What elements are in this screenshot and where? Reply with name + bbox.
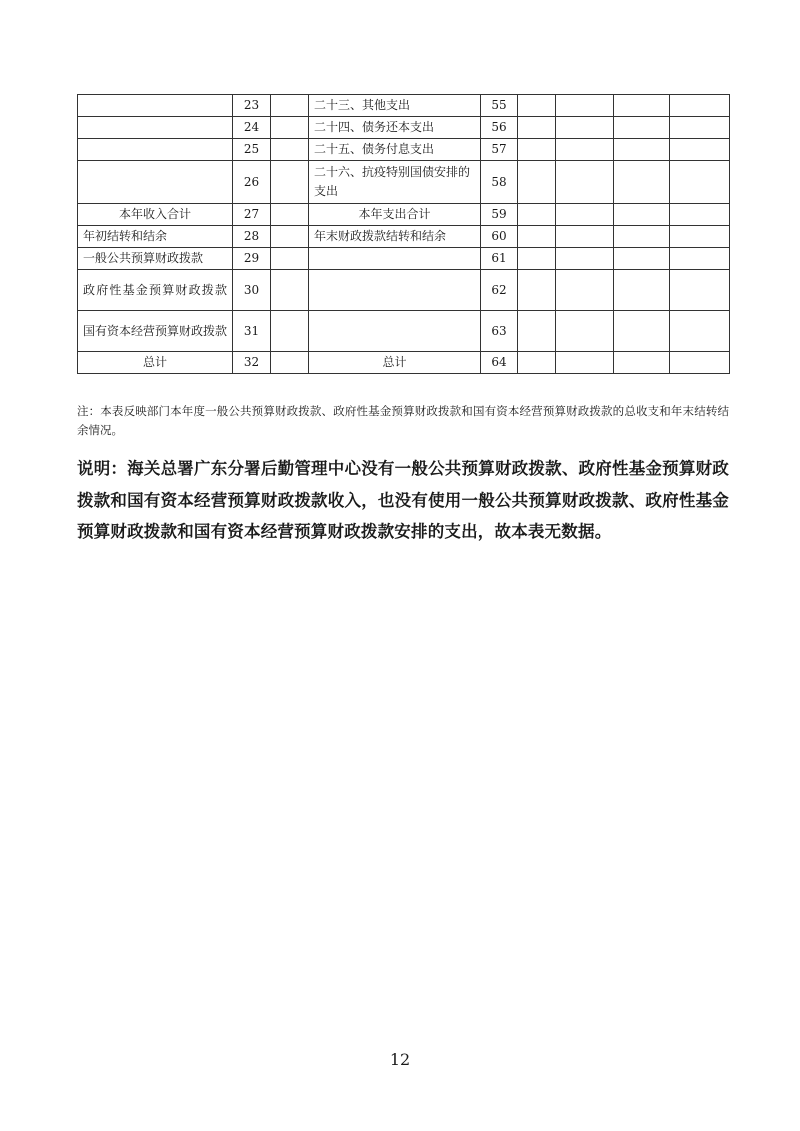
expense-item: 年末财政拨款结转和结余: [309, 226, 481, 248]
table-row: [78, 139, 730, 161]
expense-row-number: 56: [481, 117, 518, 139]
income-amount: [271, 95, 309, 117]
expense-amount-cell: [614, 161, 670, 204]
income-amount: [271, 139, 309, 161]
expense-amount-cell: [518, 270, 556, 311]
table-row: [78, 204, 730, 226]
income-amount: [271, 270, 309, 311]
income-row-number: 31: [233, 311, 271, 352]
expense-item: [309, 270, 481, 311]
table-row: [78, 161, 730, 204]
expense-amount-cell: [556, 95, 614, 117]
income-item: 一般公共预算财政拨款: [78, 248, 233, 270]
expense-amount-cell: [556, 117, 614, 139]
income-total-label: 本年收入合计: [78, 204, 233, 226]
expense-amount-cell: [518, 95, 556, 117]
income-row-number: 28: [233, 226, 271, 248]
expense-amount-cell: [614, 311, 670, 352]
expense-amount-cell: [556, 311, 614, 352]
expense-amount-cell: [670, 161, 730, 204]
income-row-number: 25: [233, 139, 271, 161]
expense-amount-cell: [614, 117, 670, 139]
expense-amount-cell: [614, 95, 670, 117]
expense-amount-cell: [614, 352, 670, 374]
expense-amount-cell: [614, 270, 670, 311]
expense-amount-cell: [670, 311, 730, 352]
income-item: 政府性基金预算财政拨款: [78, 270, 233, 311]
expense-amount-cell: [556, 248, 614, 270]
table-row: [78, 226, 730, 248]
income-row-number: 30: [233, 270, 271, 311]
explanation-paragraph: 说明：海关总署广东分署后勤管理中心没有一般公共预算财政拨款、政府性基金预算财政拨款和国有资本经营预算财政拨款收入，也没有使用一般公共预算财政拨款、政府性基金预算财政拨款和国有资本经营预算财政拨款安排的支出，故本表无数据。: [77, 459, 729, 541]
expense-amount-cell: [556, 270, 614, 311]
income-row-number: 32: [233, 352, 271, 374]
expense-item: 二十六、抗疫特别国债安排的支出: [309, 161, 481, 204]
expense-row-number: 58: [481, 161, 518, 204]
expense-amount-cell: [670, 139, 730, 161]
income-amount: [271, 117, 309, 139]
income-row-number: 29: [233, 248, 271, 270]
expense-amount-cell: [556, 161, 614, 204]
page-number: 12: [389, 1050, 411, 1069]
expense-item: 二十三、其他支出: [309, 95, 481, 117]
expense-row-number: 59: [481, 204, 518, 226]
income-amount: [271, 248, 309, 270]
expense-amount-cell: [670, 352, 730, 374]
expense-amount-cell: [556, 204, 614, 226]
expense-amount-cell: [670, 117, 730, 139]
table-row: [78, 352, 730, 374]
expense-total-label: 本年支出合计: [309, 204, 481, 226]
income-item: [78, 161, 233, 204]
income-item: [78, 139, 233, 161]
income-grand-total-label: 总计: [78, 352, 233, 374]
income-row-number: 23: [233, 95, 271, 117]
expense-amount-cell: [518, 204, 556, 226]
income-row-number: 26: [233, 161, 271, 204]
income-row-number: 27: [233, 204, 271, 226]
income-amount: [271, 311, 309, 352]
expense-amount-cell: [518, 161, 556, 204]
expense-row-number: 60: [481, 226, 518, 248]
budget-table: [77, 94, 730, 374]
expense-amount-cell: [670, 248, 730, 270]
income-item: [78, 95, 233, 117]
expense-amount-cell: [518, 226, 556, 248]
expense-item: [309, 311, 481, 352]
table-row: [78, 117, 730, 139]
expense-amount-cell: [614, 248, 670, 270]
income-item: 年初结转和结余: [78, 226, 233, 248]
expense-amount-cell: [518, 311, 556, 352]
expense-amount-cell: [556, 139, 614, 161]
expense-row-number: 63: [481, 311, 518, 352]
table-row: [78, 270, 730, 311]
expense-amount-cell: [614, 139, 670, 161]
expense-row-number: 55: [481, 95, 518, 117]
table-row: [78, 311, 730, 352]
expense-item: 二十五、债务付息支出: [309, 139, 481, 161]
income-amount: [271, 204, 309, 226]
expense-amount-cell: [670, 270, 730, 311]
table-row: [78, 95, 730, 117]
expense-amount-cell: [518, 139, 556, 161]
expense-amount-cell: [670, 204, 730, 226]
expense-grand-total-label: 总计: [309, 352, 481, 374]
expense-row-number: 64: [481, 352, 518, 374]
expense-amount-cell: [614, 204, 670, 226]
income-amount: [271, 161, 309, 204]
table-row: [78, 248, 730, 270]
income-amount: [271, 352, 309, 374]
expense-item: [309, 248, 481, 270]
expense-row-number: 61: [481, 248, 518, 270]
income-item: 国有资本经营预算财政拨款: [78, 311, 233, 352]
expense-amount-cell: [518, 248, 556, 270]
expense-row-number: 57: [481, 139, 518, 161]
expense-amount-cell: [556, 352, 614, 374]
expense-item: 二十四、债务还本支出: [309, 117, 481, 139]
expense-amount-cell: [556, 226, 614, 248]
income-item: [78, 117, 233, 139]
expense-amount-cell: [518, 352, 556, 374]
expense-amount-cell: [518, 117, 556, 139]
income-amount: [271, 226, 309, 248]
income-row-number: 24: [233, 117, 271, 139]
expense-amount-cell: [670, 226, 730, 248]
expense-amount-cell: [670, 95, 730, 117]
expense-amount-cell: [614, 226, 670, 248]
table-note: 注：本表反映部门本年度一般公共预算财政拨款、政府性基金预算财政拨款和国有资本经营预算财政拨款的总收支和年末结转结余情况。: [77, 404, 729, 437]
expense-row-number: 62: [481, 270, 518, 311]
